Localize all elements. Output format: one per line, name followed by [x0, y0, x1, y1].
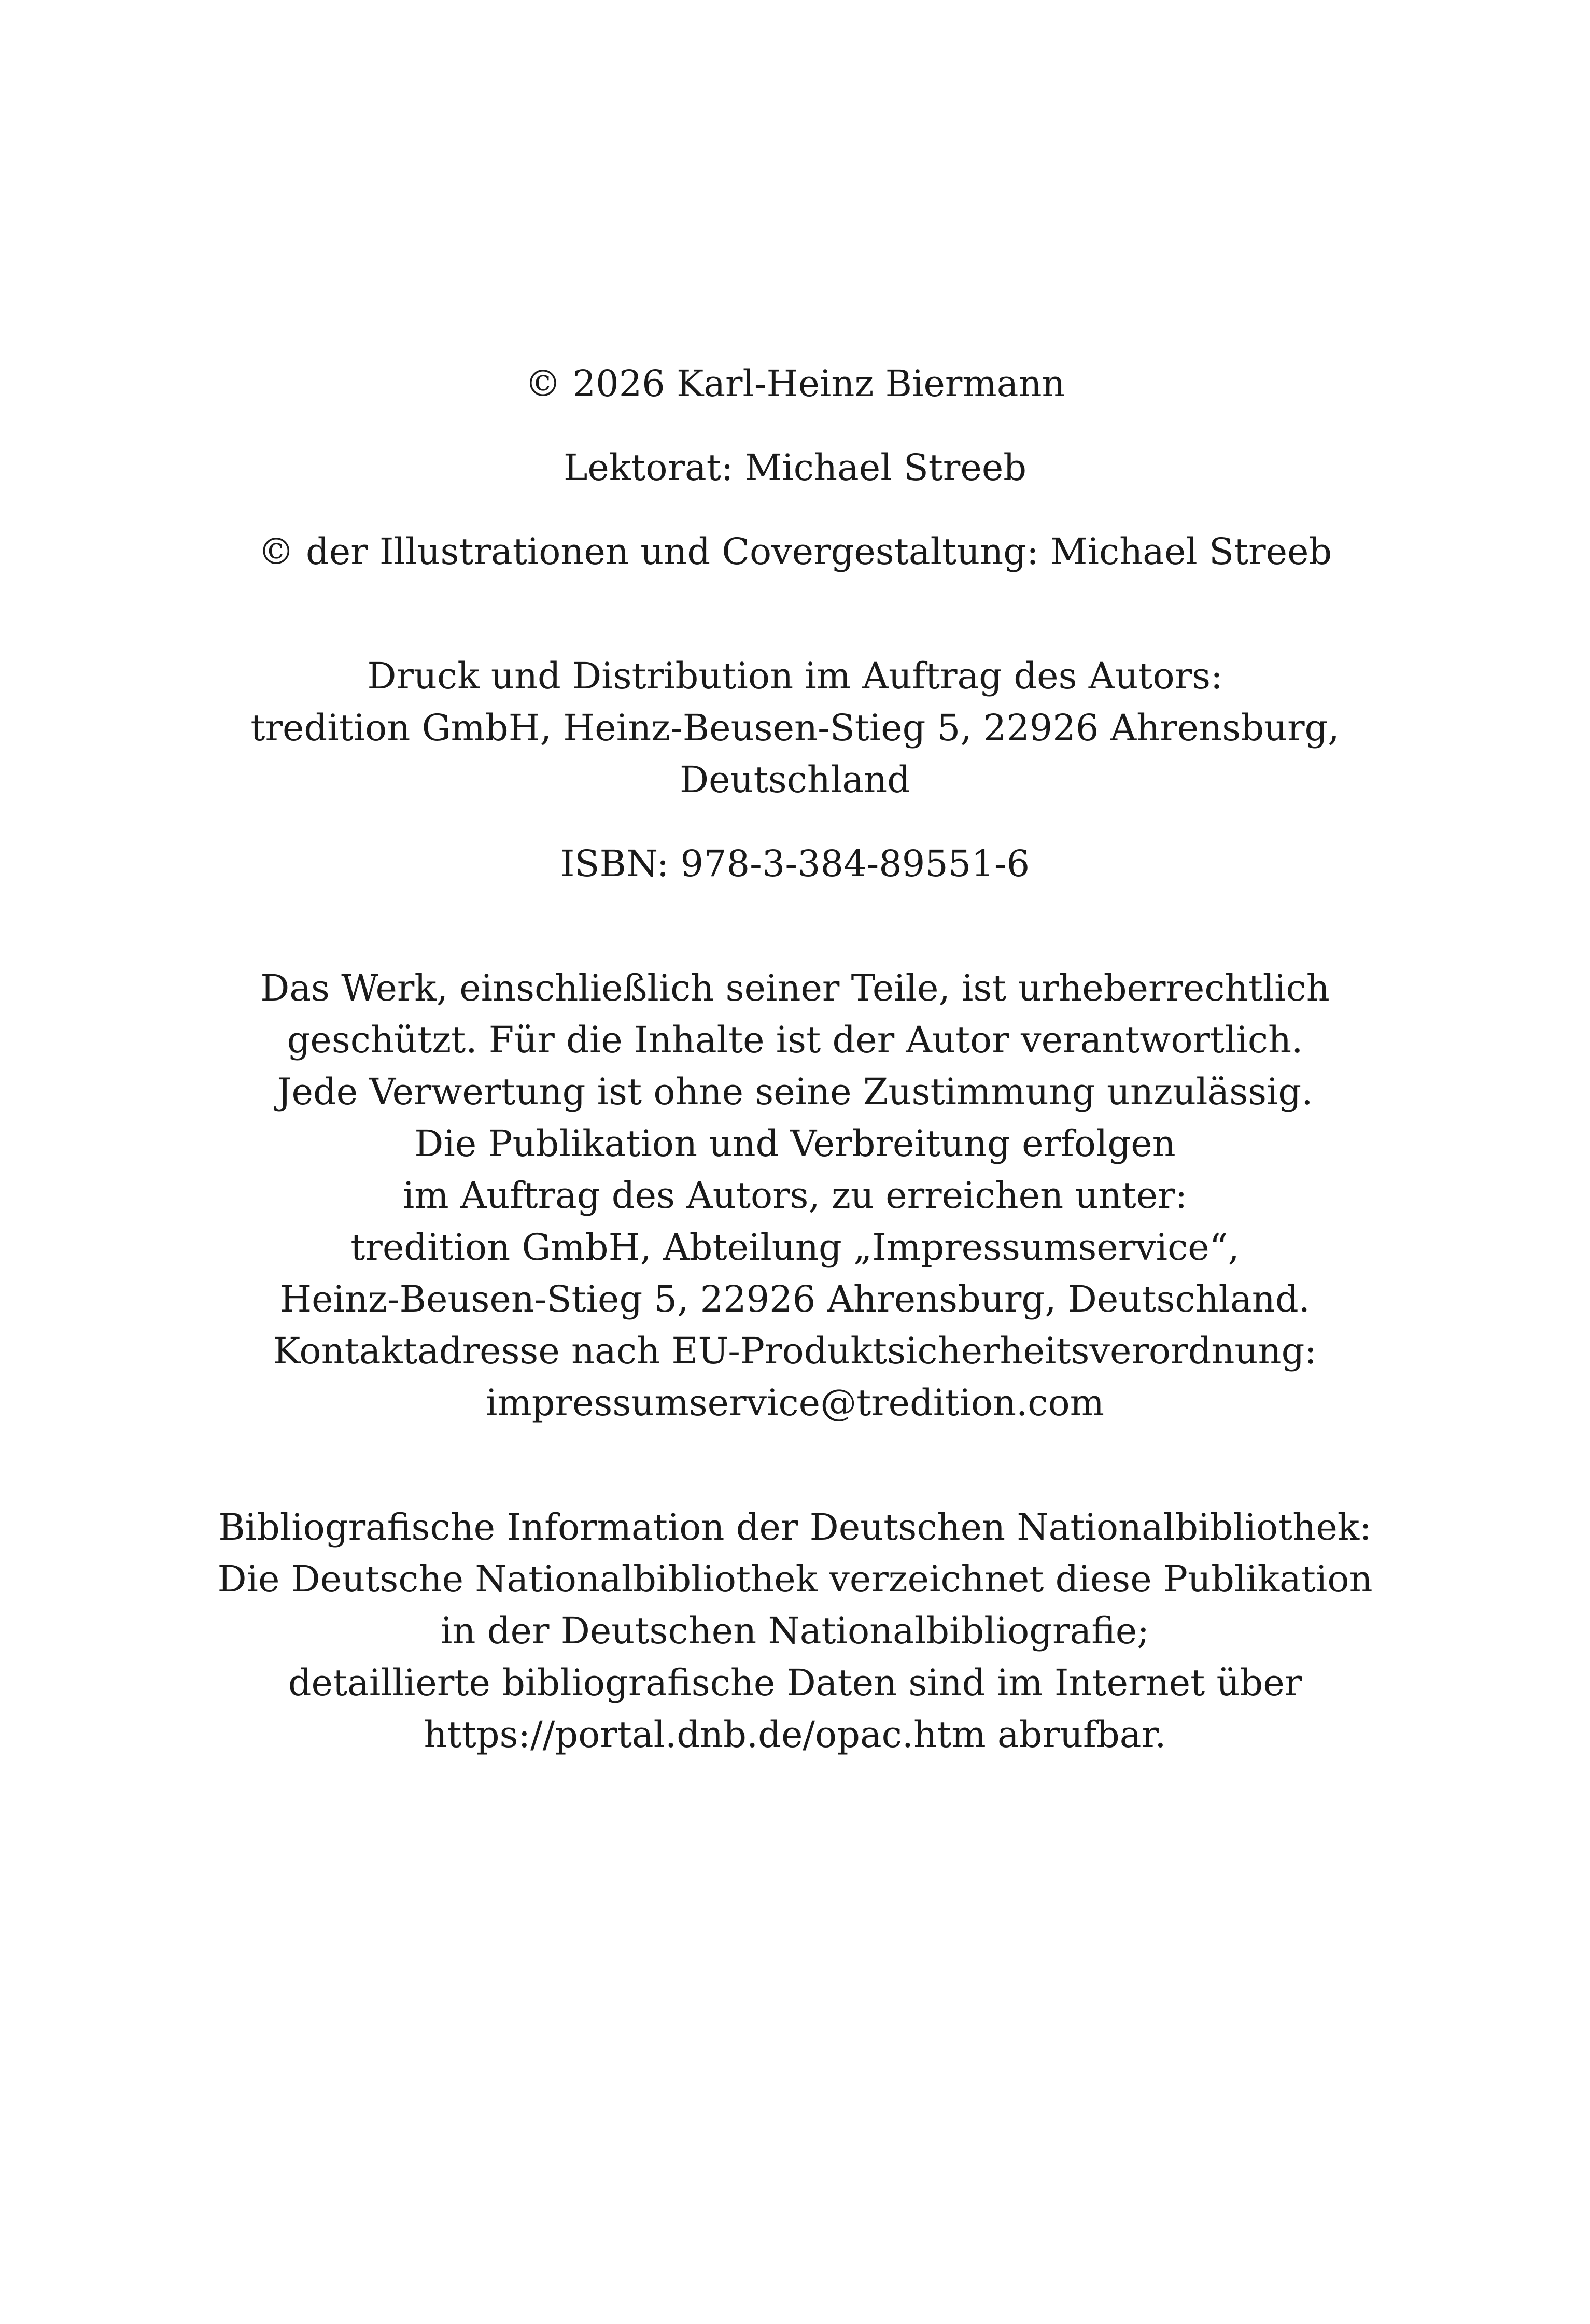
illustration-line: © der Illustrationen und Covergestaltung: Michael Streeb [258, 530, 1332, 573]
bibliographic-line: Die Deutsche Nationalbibliothek verzeichnet diese Publikation [217, 1558, 1373, 1600]
legal-line: im Auftrag des Autors, zu erreichen unter: [402, 1174, 1188, 1217]
copyright-notice [0, 358, 1590, 410]
printing-line: Druck und Distribution im Auftrag des Autors: [367, 655, 1223, 697]
legal-line: Das Werk, einschließlich seiner Teile, ist urheberrechtlich [260, 967, 1330, 1009]
bibliographic-line: Bibliografische Information der Deutschen Nationalbibliothek: [218, 1506, 1372, 1548]
editing-line: Lektorat: Michael Streeb [563, 446, 1027, 489]
bibliographic-line: detaillierte bibliografische Daten sind im Internet über [288, 1661, 1302, 1704]
printing-distribution-block [0, 650, 1590, 806]
bibliographic-line: in der Deutschen Nationalbibliografie; [441, 1610, 1149, 1652]
legal-line: tredition GmbH, Abteilung „Impressumservice“, [350, 1226, 1240, 1269]
illustration-credit [0, 526, 1590, 578]
copyright-line: © 2026 Karl-Heinz Biermann [525, 362, 1065, 405]
legal-line: Heinz-Beusen-Stieg 5, 22926 Ahrensburg, Deutschland. [280, 1278, 1310, 1320]
imprint-text [0, 358, 1590, 1760]
bibliographic-info-block [0, 1501, 1590, 1760]
isbn-line: ISBN: 978-3-384-89551-6 [560, 842, 1030, 885]
legal-notice-block [0, 962, 1590, 1429]
legal-line: Jede Verwertung ist ohne seine Zustimmung unzulässig. [277, 1071, 1313, 1113]
legal-line: geschützt. Für die Inhalte ist der Autor verantwortlich. [287, 1019, 1303, 1061]
dnb-url-line: https://portal.dnb.de/opac.htm abrufbar. [424, 1713, 1166, 1756]
isbn-block [0, 838, 1590, 890]
editing-credit [0, 442, 1590, 494]
printing-line: tredition GmbH, Heinz-Beusen-Stieg 5, 22926 Ahrensburg, [250, 707, 1340, 749]
legal-line: Die Publikation und Verbreitung erfolgen [414, 1122, 1176, 1165]
printing-line: Deutschland [680, 758, 910, 801]
contact-email: impressumservice@tredition.com [485, 1382, 1105, 1424]
legal-line: Kontaktadresse nach EU-Produktsicherheitsverordnung: [273, 1330, 1317, 1372]
